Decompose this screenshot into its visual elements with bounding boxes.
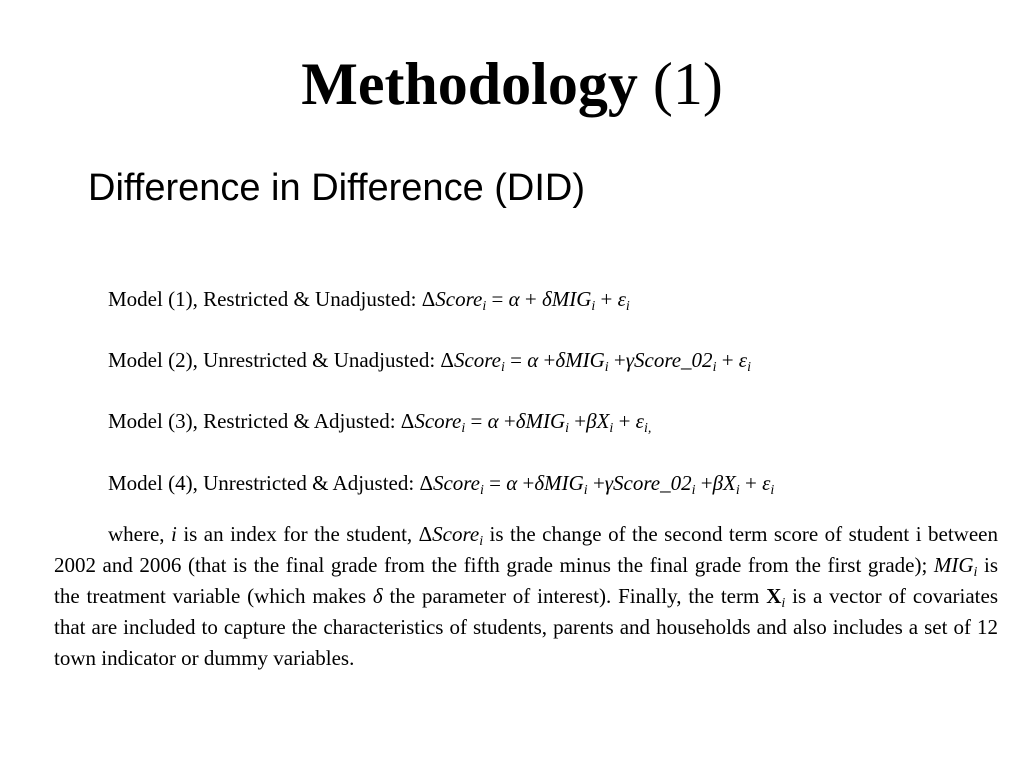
page-title [0,48,1024,120]
para-text-1: where, [108,522,172,546]
para-text-5: the parameter of interest). Finally, the term [382,584,767,608]
model-2-label: Model (2), Unrestricted & Unadjusted: [108,348,441,372]
para-text-3: is the change of the second term score of student i between 2002 and 2006 (that is the final grade from the fifth grade minus the final grade from the first grade); [54,522,998,577]
definitions-paragraph: where, i is an index for the student, ΔScore$_i$ is the change of the second term score of student i between 2002 and 2006 (that is the final grade from the fifth grade minus the final grade from the first grade); $MIG_i$ is the treatment variable (which makes δ the parameter of interest). Finally, the term $X_i$ is a vector of covariates that are included to capture the characteristics of students, parents and households and also includes a set of 12 town indicator or dummy variables. [54,522,999,670]
model-1-label: Model (1), Restricted & Unadjusted: [108,287,422,311]
model-3-equation: Model (3), Restricted & Adjusted: ΔScore$_i$ = $\alpha +\delta MIG_i +\beta X_i + \varepsilon_{i,}$ [108,409,652,436]
page-subtitle: Difference in Difference (DID) [88,167,586,209]
para-delta: δ [372,584,383,608]
model-4-label: Model (4), Unrestricted & Adjusted: [108,471,420,495]
model-1-equation: Model (1), Restricted & Unadjusted: ΔScore$_i$ = $\alpha + \delta MIG_i + \varepsilon_i$ [108,287,630,314]
model-2-equation: Model (2), Unrestricted & Unadjusted: ΔScore$_i$ = $\alpha +\delta MIG_i +\gamma Score\_02_i + \varepsilon_i$ [108,348,751,375]
title-bold: Methodology [301,51,638,117]
model-4-equation: Model (4), Unrestricted & Adjusted: ΔScore$_i$ = $\alpha +\delta MIG_i +\gamma Score\_02_i +\beta X_i + \varepsilon_i$ [108,471,775,498]
para-text-6: is a vector of covariates that are included to capture the characteristics of students, parents and households and also includes a set of 12 town indicator or dummy variables. [54,584,998,670]
title-number: (1) [637,51,723,117]
para-index-var: i [171,522,177,546]
para-text-2: is an index for the student, [176,522,419,546]
para-x-vector: X [766,584,782,608]
para-text-4: is the treatment variable (which makes [54,553,999,608]
model-3-label: Model (3), Restricted & Adjusted: [108,409,401,433]
